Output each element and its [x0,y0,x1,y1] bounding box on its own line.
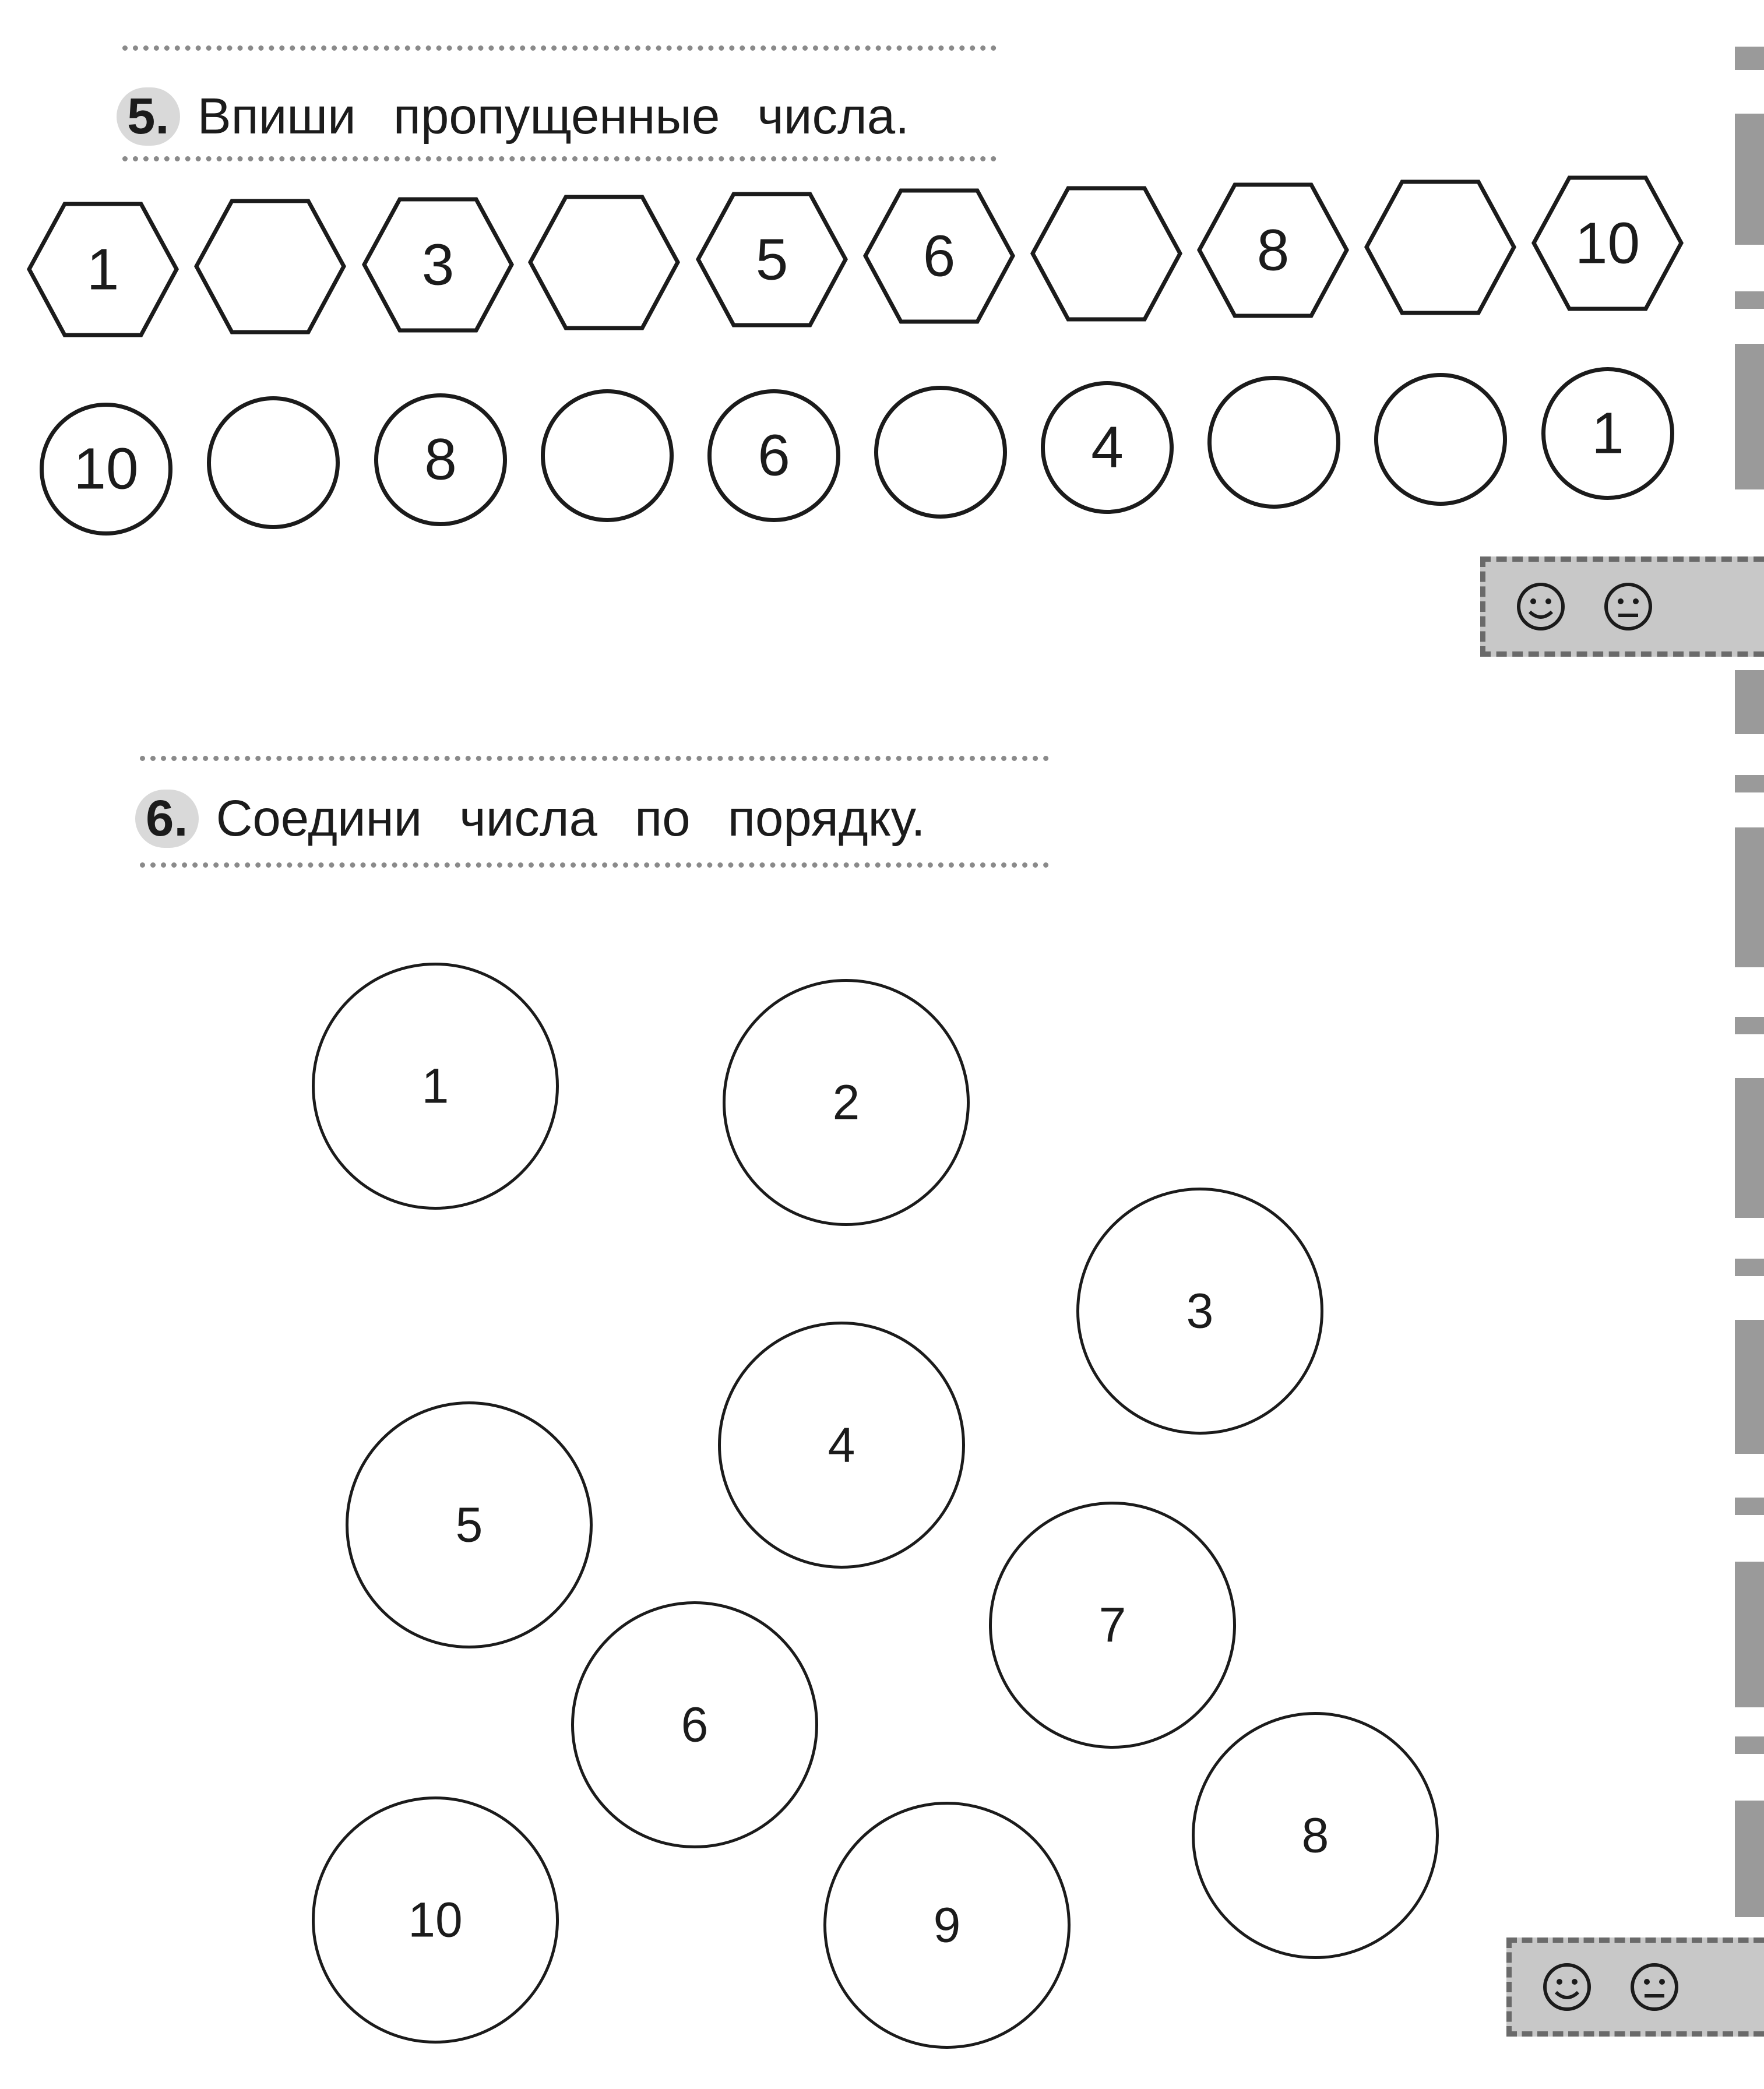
edge-mark [1735,1562,1764,1707]
circle-number: 8 [424,427,457,492]
connect-circle[interactable] [718,1322,965,1569]
circle-box[interactable] [1541,367,1674,500]
circle-box[interactable] [207,396,340,529]
connect-number: 2 [832,1075,860,1130]
connect-circle[interactable] [1192,1712,1439,1959]
circle-box[interactable] [1041,381,1174,514]
hexagon-box[interactable] [862,188,1016,325]
edge-mark [1735,291,1764,309]
connect-number: 1 [421,1058,449,1114]
circle-box[interactable] [1374,373,1507,506]
hexagon-box[interactable] [1030,185,1183,322]
task5-instruction: Впиши пропущенные числа. [197,88,910,145]
connect-number: 4 [828,1417,855,1472]
connect-circle[interactable] [571,1601,818,1848]
connect-circle[interactable] [1076,1188,1323,1435]
edge-mark [1735,1078,1764,1218]
edge-mark [1735,827,1764,967]
connect-number: 7 [1098,1597,1126,1653]
connect-number: 8 [1301,1808,1329,1863]
edge-mark [1735,1017,1764,1034]
self-check-badge [1480,556,1764,657]
hexagon-box[interactable] [695,191,848,328]
task6-bottom-divider [140,862,1049,868]
hexagon-number: 5 [755,227,788,292]
task5-bottom-divider [122,156,997,161]
edge-mark [1735,344,1764,489]
connect-circle[interactable] [723,979,970,1226]
edge-mark [1735,1801,1764,1917]
hexagon-box[interactable] [1196,182,1350,319]
edge-mark [1735,1498,1764,1515]
connect-circle[interactable] [346,1401,593,1648]
circle-number: 4 [1091,414,1124,480]
edge-mark [1735,1736,1764,1754]
edge-mark [1735,670,1764,734]
task6-header [135,790,925,848]
circle-number: 1 [1592,400,1624,466]
edge-mark [1735,1320,1764,1454]
hexagon-box[interactable] [527,194,681,331]
hexagon-number: 8 [1256,217,1290,283]
task5-header [117,87,909,146]
connect-circle[interactable] [989,1502,1236,1749]
hexagon-number: 1 [86,237,119,302]
connect-circle[interactable] [312,963,559,1210]
hexagon-number: 6 [923,223,956,288]
task6-instruction: Соедини числа по порядку. [216,790,925,847]
connect-number: 6 [681,1697,709,1752]
circle-box[interactable] [707,389,840,522]
neutral-face-icon[interactable] [1628,1961,1681,2013]
hexagon-box[interactable] [1364,179,1517,316]
connect-circle[interactable] [312,1796,559,2044]
self-check-badge [1506,1937,1764,2037]
smiley-icon[interactable] [1541,1961,1593,2013]
hexagon-box[interactable] [193,198,347,335]
hexagon-number: 10 [1575,210,1640,276]
hexagon-box[interactable] [26,201,179,338]
circle-box[interactable] [1207,376,1340,509]
neutral-face-icon[interactable] [1602,580,1654,633]
circle-box[interactable] [374,393,507,526]
circle-box[interactable] [874,386,1007,519]
connect-number: 9 [933,1897,961,1953]
task5-top-divider [122,45,997,51]
task6-top-divider [140,756,1049,761]
connect-number: 5 [455,1497,483,1552]
circle-number: 6 [758,422,790,488]
connect-circle[interactable] [823,1802,1071,2049]
edge-mark [1735,1259,1764,1276]
circle-number: 10 [73,436,139,502]
hexagon-number: 3 [421,232,455,297]
connect-number: 3 [1186,1283,1214,1338]
smiley-icon[interactable] [1515,580,1567,633]
edge-mark [1735,775,1764,792]
circle-box[interactable] [541,389,674,522]
circle-box[interactable] [40,403,172,536]
connect-number: 10 [408,1892,463,1947]
task6-number: 6. [135,790,199,848]
edge-mark [1735,114,1764,245]
edge-mark [1735,47,1764,70]
task5-number: 5. [117,87,180,146]
hexagon-box[interactable] [1531,175,1684,312]
hexagon-box[interactable] [361,196,515,333]
